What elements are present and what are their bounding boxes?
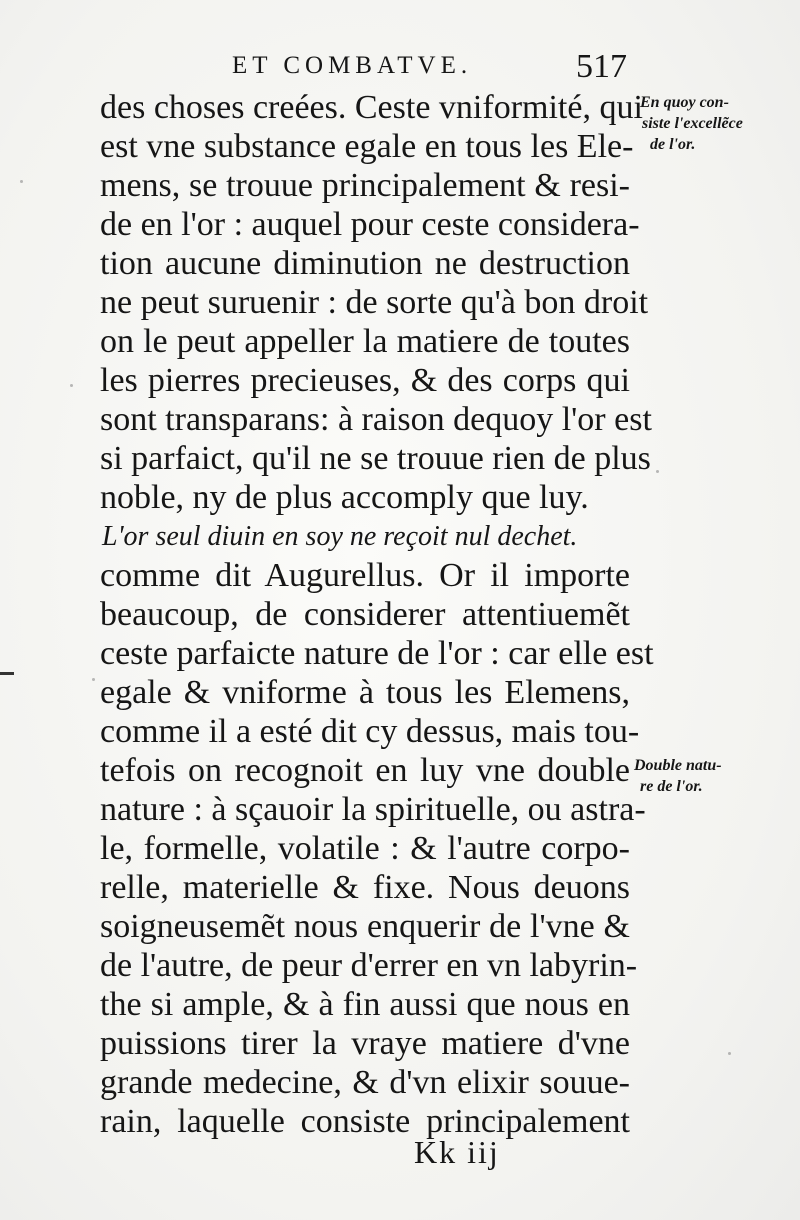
margin-note-line: siste l'excellẽce (642, 115, 743, 132)
body-text (100, 88, 654, 1141)
page-number: 517 (576, 48, 627, 85)
text-line: les pierres precieuses, & des corps qui (100, 362, 630, 399)
text-line: ne peut suruenir : de sorte qu'à bon droit (100, 284, 649, 321)
edge-mark (0, 672, 14, 675)
text-line: tefois on recognoit en luy vne double (100, 752, 630, 789)
text-line: egale & vniforme à tous les Elemens, (100, 674, 630, 711)
paper-speck (92, 678, 95, 681)
margin-note-line: En quoy con- (640, 94, 729, 111)
signature-mark: Kk iij (414, 1134, 500, 1170)
text-line: ceste parfaicte nature de l'or : car elle est (100, 635, 654, 672)
text-line: nature : à sçauoir la spirituelle, ou astra- (100, 791, 646, 828)
text-line: noble, ny de plus accomply que luy. (100, 479, 589, 516)
margin-note (634, 755, 794, 797)
quotation-line: L'or seul diuin en soy ne reçoit nul dechet. (102, 521, 578, 552)
paper-speck (70, 384, 73, 387)
text-line: de l'autre, de peur d'errer en vn labyrin- (100, 947, 638, 984)
margin-note-line: de l'or. (650, 136, 696, 153)
margin-note (640, 92, 800, 155)
text-line: le, formelle, volatile : & l'autre corpo- (100, 830, 630, 867)
paper-speck (656, 470, 659, 473)
text-line: rain, laquelle consiste principalement (100, 1103, 630, 1140)
running-head: ET COMBATVE. (232, 52, 473, 79)
text-line: the si ample, & à fin aussi que nous en (100, 986, 630, 1023)
text-line: tion aucune diminution ne destruction (100, 245, 630, 282)
text-line: beaucoup, de considerer attentiuemẽt (100, 596, 630, 633)
text-line: si parfaict, qu'il ne se trouue rien de plus (100, 440, 651, 477)
margin-note-line: re de l'or. (640, 778, 703, 795)
text-line: grande medecine, & d'vn elixir souue- (100, 1064, 630, 1101)
text-line: comme dit Augurellus. Or il importe (100, 557, 630, 594)
paper-speck (20, 180, 23, 183)
text-line: on le peut appeller la matiere de toutes (100, 323, 630, 360)
paper-speck (728, 1052, 731, 1055)
text-line: puissions tirer la vraye matiere d'vne (100, 1025, 630, 1062)
text-line: sont transparans: à raison dequoy l'or est (100, 401, 652, 438)
margin-note-line: Double natu- (634, 757, 722, 774)
text-line: de en l'or : auquel pour ceste considera- (100, 206, 640, 243)
text-line: soigneusemẽt nous enquerir de l'vne & (100, 908, 630, 945)
text-line: mens, se trouue principalement & resi- (100, 167, 630, 204)
text-line: est vne substance egale en tous les Ele- (100, 128, 634, 165)
text-line: comme il a esté dit cy dessus, mais tou- (100, 713, 640, 750)
text-line: des choses creées. Ceste vniformité, qui (100, 89, 643, 126)
text-line: relle, materielle & fixe. Nous deuons (100, 869, 630, 906)
